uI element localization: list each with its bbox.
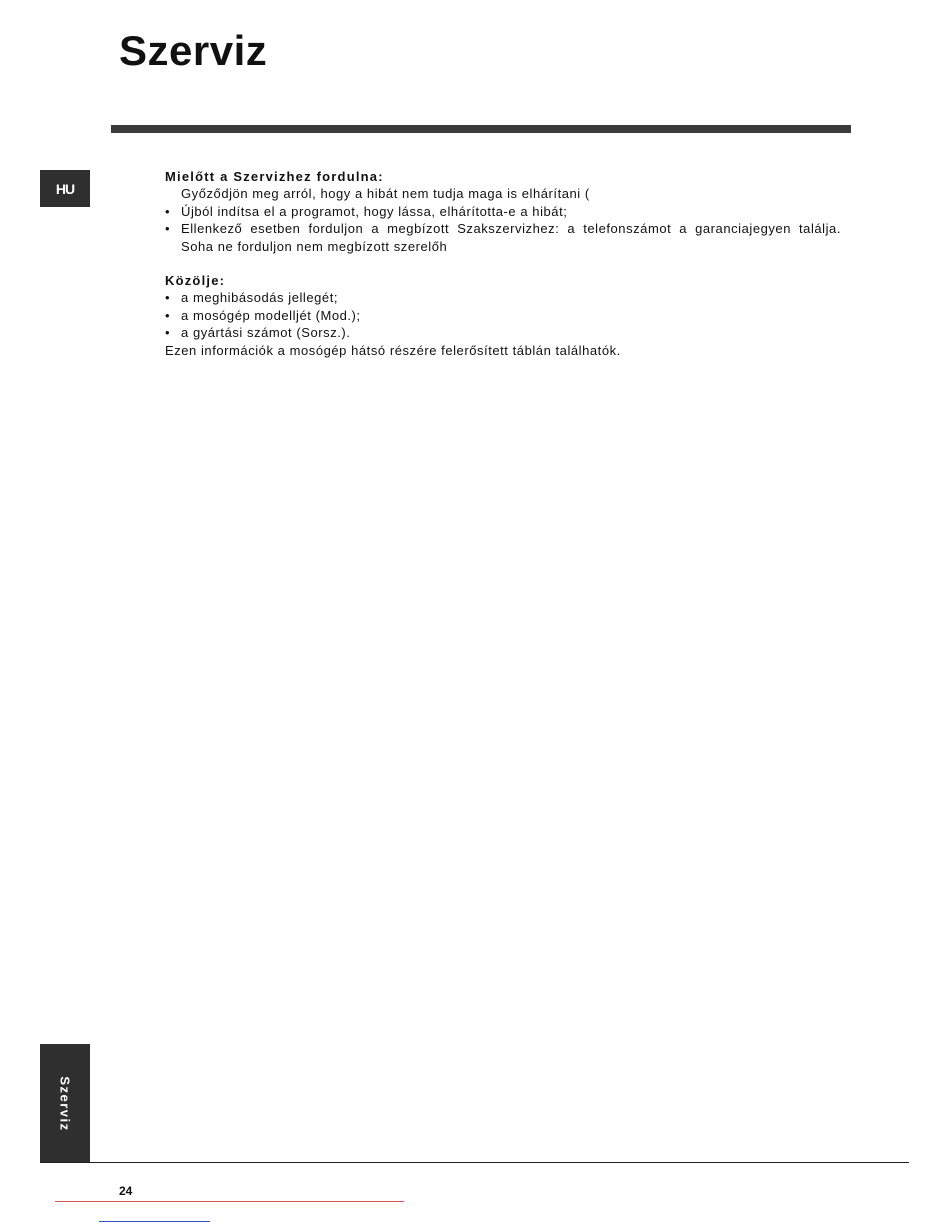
- red-underline: [55, 1201, 404, 1202]
- list-item: [165, 307, 841, 324]
- before-service-intro: Győződjön meg arról, hogy a hibát nem tudja maga is elhárítani (: [181, 186, 590, 202]
- list-item: [165, 220, 841, 237]
- section-side-tab: [40, 1044, 90, 1163]
- communicate-heading: Közölje:: [165, 273, 226, 289]
- language-tab: [40, 170, 90, 207]
- list-item-text: Ellenkező esetben forduljon a megbízott Szakszervizhez: a telefonszámot a garanciajegyen találja.: [181, 221, 841, 237]
- list-item: [165, 289, 841, 306]
- section-side-tab-label: Szerviz: [57, 1076, 73, 1132]
- page-title: Szerviz: [119, 27, 268, 74]
- footer-divider: [40, 1162, 909, 1163]
- blue-underline: [99, 1221, 210, 1222]
- communicate-note: Ezen információk a mosógép hátsó részére felerősített táblán találhatók.: [165, 342, 621, 358]
- list-item-text: a gyártási számot (Sorsz.).: [181, 325, 351, 341]
- page-number: 24: [119, 1184, 133, 1198]
- title-divider: [111, 125, 851, 133]
- bullet-icon: •: [165, 221, 171, 237]
- list-item-text: a mosógép modelljét (Mod.);: [181, 307, 361, 323]
- list-item: [165, 324, 841, 341]
- language-tab-label: HU: [55, 180, 75, 197]
- bullet-icon: •: [165, 290, 171, 306]
- list-item-text: a meghibásodás jellegét;: [181, 290, 339, 306]
- list-item: [165, 203, 841, 220]
- bullet-icon: •: [165, 203, 171, 219]
- bullet-icon: •: [165, 325, 171, 341]
- list-item-text: Újból indítsa el a programot, hogy lássa, elhárította-e a hibát;: [181, 203, 568, 219]
- bullet-icon: •: [165, 307, 171, 323]
- service-content: [165, 168, 841, 359]
- before-service-heading: Mielőtt a Szervizhez fordulna:: [165, 169, 384, 184]
- before-service-continuation: Soha ne forduljon nem megbízott szerelőh: [181, 238, 448, 254]
